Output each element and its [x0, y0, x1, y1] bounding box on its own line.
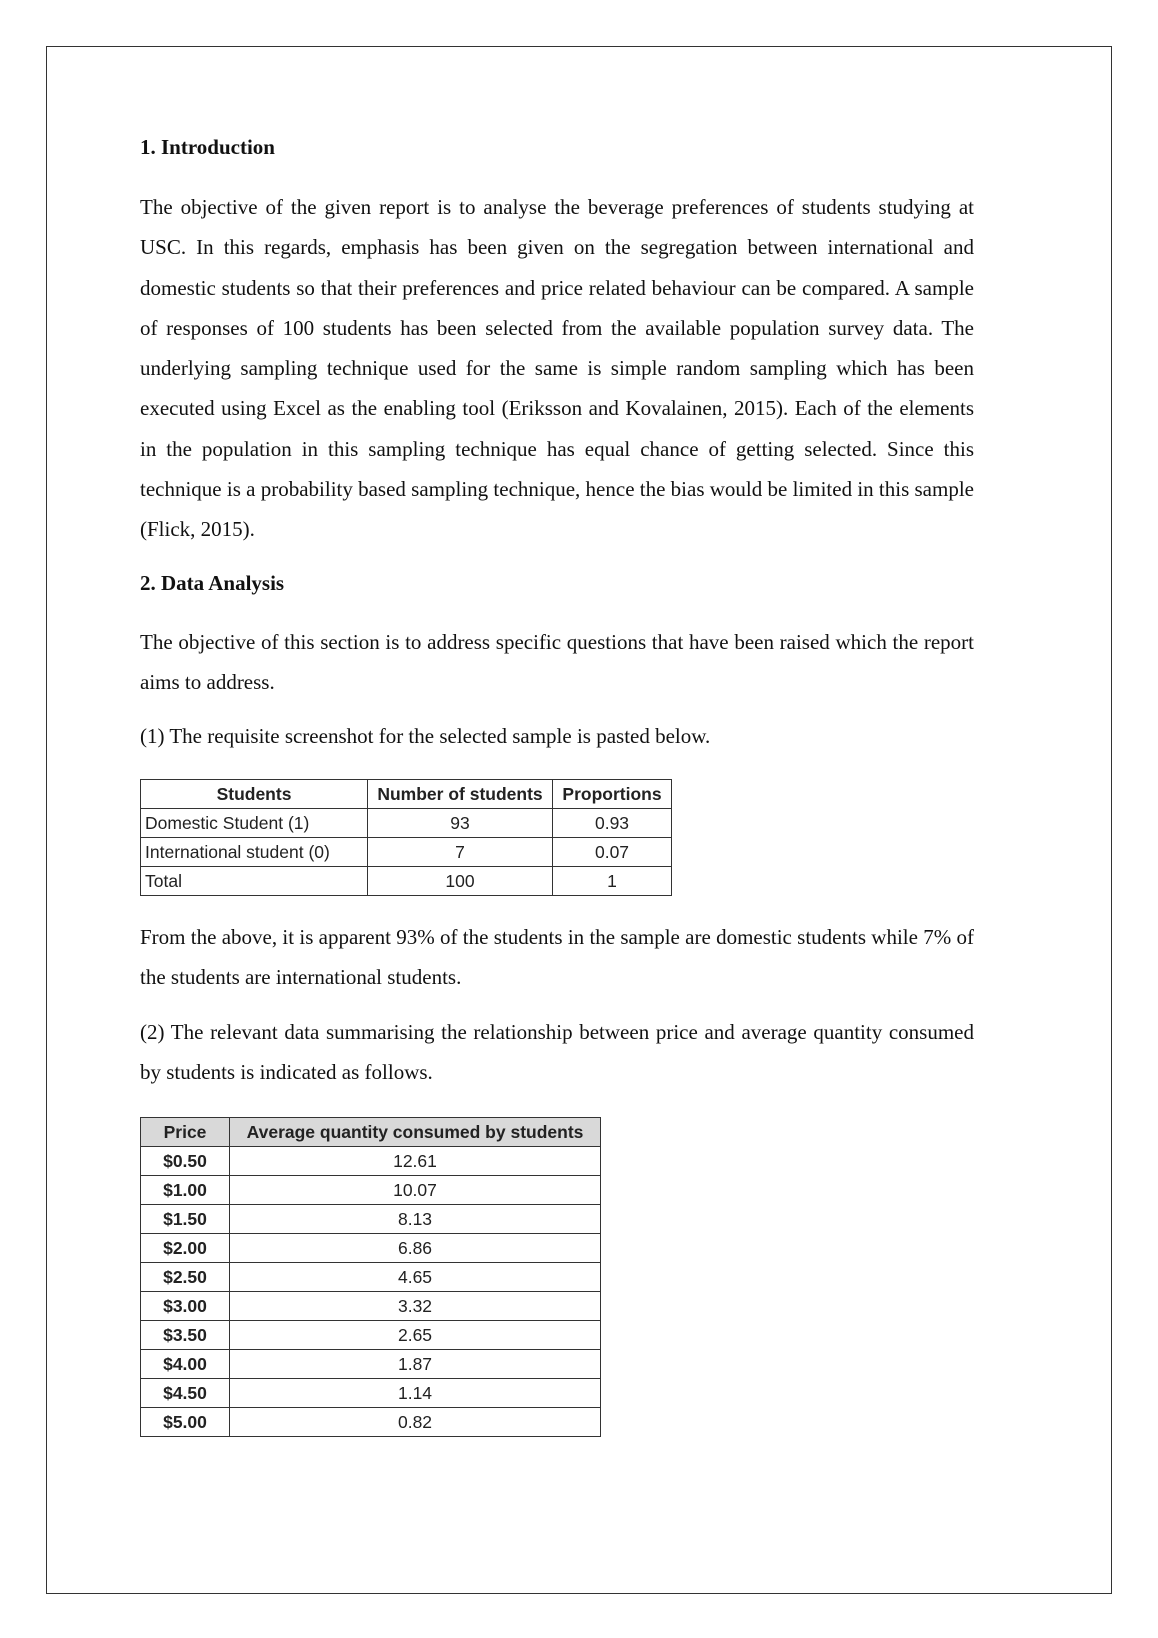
- document-body: [140, 130, 1020, 1437]
- table-row: [141, 1262, 601, 1291]
- column-header: Average quantity consumed by students: [230, 1117, 601, 1146]
- price-cell: $1.50: [141, 1204, 230, 1233]
- column-header: Students: [141, 779, 368, 808]
- table-row: [141, 1320, 601, 1349]
- price-cell: $1.00: [141, 1175, 230, 1204]
- table-row: [141, 1378, 601, 1407]
- table-row: [141, 1291, 601, 1320]
- analysis-heading: 2. Data Analysis: [140, 570, 285, 595]
- table-row: [141, 1233, 601, 1262]
- students-table: [140, 779, 672, 896]
- average-quantity-cell: 10.07: [230, 1175, 601, 1204]
- table-row: [141, 866, 672, 895]
- proportion-cell: 0.07: [553, 837, 672, 866]
- average-quantity-cell: 1.87: [230, 1349, 601, 1378]
- average-quantity-cell: 6.86: [230, 1233, 601, 1262]
- table-row: [141, 1407, 601, 1436]
- price-cell: $2.50: [141, 1262, 230, 1291]
- column-header: Proportions: [553, 779, 672, 808]
- analysis-paragraph: The objective of this section is to address specific questions that have been raised which the report aims to address.: [140, 629, 974, 694]
- student-category-cell: Domestic Student (1): [141, 808, 368, 837]
- table-row: [141, 1204, 601, 1233]
- student-count-cell: 7: [368, 837, 553, 866]
- average-quantity-cell: 8.13: [230, 1204, 601, 1233]
- intro-paragraph: The objective of the given report is to analyse the beverage preferences of students studying at USC. In this regards, emphasis has been given on the segregation between international and domestic students so that their preferences and price related behaviour can be compared. A sample of responses of 100 students has been selected from the available population survey data. The underlying sampling technique used for the same is simple random sampling which has been executed using Excel as the enabling tool (Eriksson and Kovalainen, 2015). Each of the elements in the population in this sampling technique has equal chance of getting selected. Since this technique is a probability based sampling technique, hence the bias would be limited in this sample (Flick, 2015).: [140, 195, 974, 542]
- student-category-cell: International student (0): [141, 837, 368, 866]
- price-cell: $2.00: [141, 1233, 230, 1262]
- student-count-cell: 93: [368, 808, 553, 837]
- price-cell: $4.50: [141, 1378, 230, 1407]
- price-cell: $3.00: [141, 1291, 230, 1320]
- average-quantity-cell: 4.65: [230, 1262, 601, 1291]
- question-1-text: (1) The requisite screenshot for the selected sample is pasted below.: [140, 724, 711, 749]
- price-quantity-table: [140, 1117, 601, 1437]
- intro-heading: 1. Introduction: [140, 135, 275, 159]
- student-category-cell: Total: [141, 866, 368, 895]
- table-row: [141, 1146, 601, 1175]
- question-1-conclusion: From the above, it is apparent 93% of the students in the sample are domestic students while 7% of the students are international students.: [140, 924, 974, 989]
- proportion-cell: 1: [553, 866, 672, 895]
- average-quantity-cell: 3.32: [230, 1291, 601, 1320]
- student-count-cell: 100: [368, 866, 553, 895]
- average-quantity-cell: 2.65: [230, 1320, 601, 1349]
- price-cell: $5.00: [141, 1407, 230, 1436]
- question-2-text: (2) The relevant data summarising the relationship between price and average quantity consumed by students is indicated as follows.: [140, 1020, 974, 1085]
- column-header: Number of students: [368, 779, 553, 808]
- table-row: [141, 1175, 601, 1204]
- price-cell: $4.00: [141, 1349, 230, 1378]
- column-header: Price: [141, 1117, 230, 1146]
- proportion-cell: 0.93: [553, 808, 672, 837]
- average-quantity-cell: 0.82: [230, 1407, 601, 1436]
- table-row: [141, 1349, 601, 1378]
- average-quantity-cell: 1.14: [230, 1378, 601, 1407]
- table-row: [141, 837, 672, 866]
- table-header-row: [141, 1117, 601, 1146]
- table-header-row: [141, 779, 672, 808]
- price-cell: $0.50: [141, 1146, 230, 1175]
- price-cell: $3.50: [141, 1320, 230, 1349]
- table-row: [141, 808, 672, 837]
- average-quantity-cell: 12.61: [230, 1146, 601, 1175]
